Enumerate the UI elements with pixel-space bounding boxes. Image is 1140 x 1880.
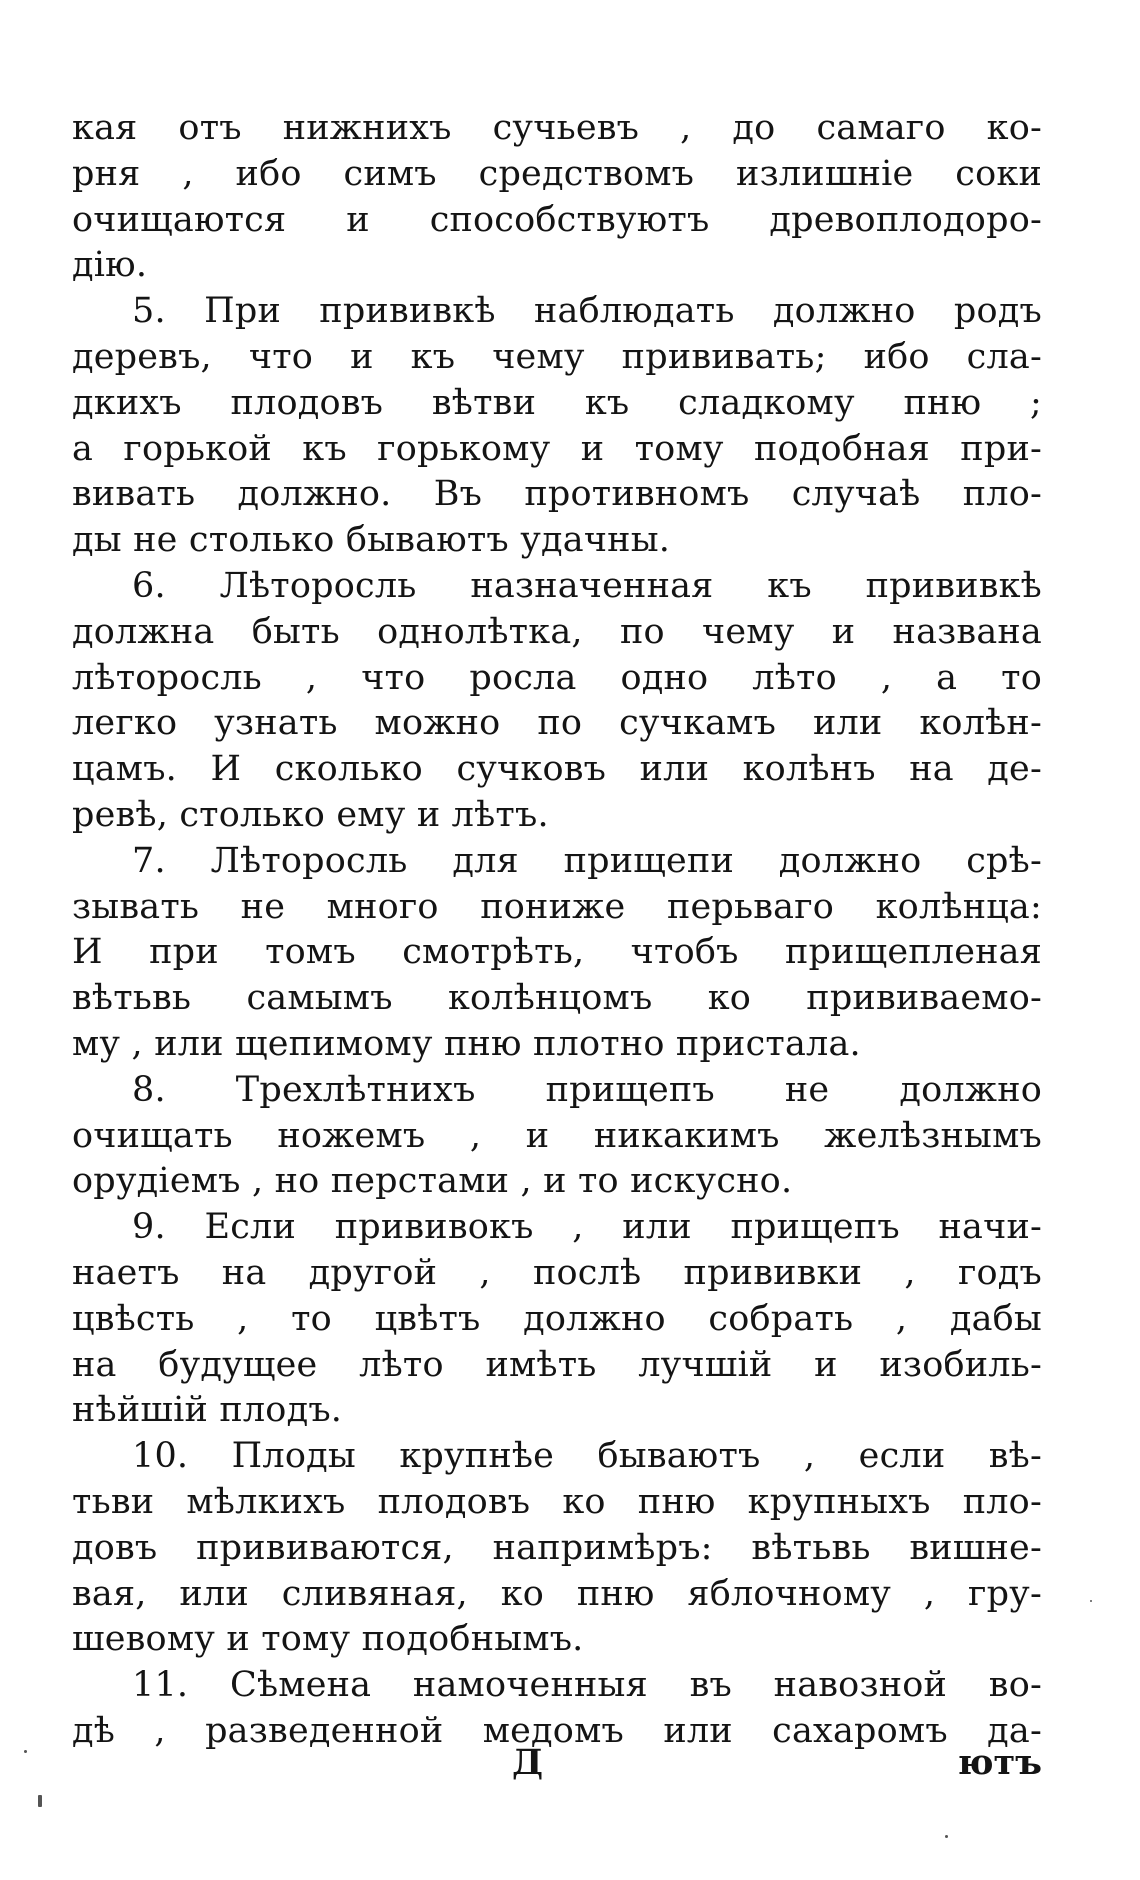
page-footer <box>72 1742 1042 1792</box>
text-line: кая отъ нижнихъ сучьевъ , до самаго ко- <box>72 108 1042 148</box>
text-line: тьви мѣлкихъ плодовъ ко пню крупныхъ пло- <box>72 1481 1042 1522</box>
text-line: дѣ , разведенной медомъ или сахаромъ да- <box>72 1710 1042 1751</box>
text-line: рня , ибо симъ средствомъ излишніе соки <box>72 153 1042 194</box>
text-line: очищать ножемъ , и никакимъ желѣзнымъ <box>72 1115 1042 1156</box>
text-line: вая, или сливяная, ко пню яблочному , гру- <box>72 1573 1042 1614</box>
text-line: дію. <box>72 245 148 286</box>
text-line: цамъ. И сколько сучковъ или колѣнъ на де- <box>72 749 1042 790</box>
text-line: 9. Если прививокъ , или прищепъ начи- <box>132 1207 1042 1248</box>
text-line: зывать не много пониже перьваго колѣнца: <box>72 886 1042 927</box>
text-line: му , или щепимому пню плотно пристала. <box>72 1023 861 1064</box>
text-line: вѣтьвь самымъ колѣнцомъ ко прививаемо- <box>72 978 1042 1019</box>
paper-speck <box>1090 1600 1092 1602</box>
text-line: а горькой къ горькому и тому подобная при- <box>72 428 1042 469</box>
text-line: очищаются и способствуютъ древоплодоро- <box>72 199 1042 240</box>
paper-speck <box>24 1750 27 1753</box>
text-line: вивать должно. Въ противномъ случаѣ пло- <box>72 474 1042 515</box>
text-line: деревъ, что и къ чему прививать; ибо сла- <box>72 336 1042 377</box>
text-line: цвѣсть , то цвѣтъ должно собрать , дабы <box>72 1298 1042 1339</box>
text-line: орудіемъ , но перстами , и то искусно. <box>72 1161 793 1202</box>
text-line: лѣторосль , что росла одно лѣто , а то <box>72 657 1042 698</box>
text-line: 11. Сѣмена намоченныя въ навозной во- <box>132 1665 1042 1706</box>
text-line: наетъ на другой , послѣ прививки , годъ <box>72 1252 1042 1293</box>
text-line: шевому и тому подобнымъ. <box>72 1619 584 1660</box>
text-line: 7. Лѣторосль для прищепи должно срѣ- <box>132 840 1042 881</box>
text-line: нѣйшій плодъ. <box>72 1390 343 1431</box>
text-line: легко узнать можно по сучкамъ или колѣн- <box>72 703 1042 744</box>
text-line: ды не столько бываютъ удачны. <box>72 520 671 561</box>
paper-speck <box>38 1795 42 1807</box>
paper-speck <box>945 1835 948 1838</box>
text-line: 10. Плоды крупнѣе бываютъ , если вѣ- <box>132 1436 1042 1477</box>
text-line: довъ прививаются, напримѣръ: вѣтьвь вишне- <box>72 1527 1042 1568</box>
text-line: 8. Трехлѣтнихъ прищепъ не должно <box>132 1069 1042 1110</box>
text-line: И при томъ смотрѣть, чтобъ прищепленая <box>72 932 1042 973</box>
text-line: 6. Лѣторосль назначенная къ прививкѣ <box>132 565 1042 606</box>
printer-signature-mark: Д <box>512 1742 544 1783</box>
text-line: на будущее лѣто имѣть лучшій и изобиль- <box>72 1344 1042 1385</box>
text-line: должна быть однолѣтка, по чему и названа <box>72 611 1042 652</box>
text-line: дкихъ плодовъ вѣтви къ сладкому пню ; <box>72 382 1042 423</box>
page-body-text <box>72 106 1042 1755</box>
text-line: 5. При прививкѣ наблюдать должно родъ <box>132 291 1042 332</box>
catchword: ютъ <box>957 1742 1042 1783</box>
text-line: ревѣ, столько ему и лѣтъ. <box>72 794 549 835</box>
